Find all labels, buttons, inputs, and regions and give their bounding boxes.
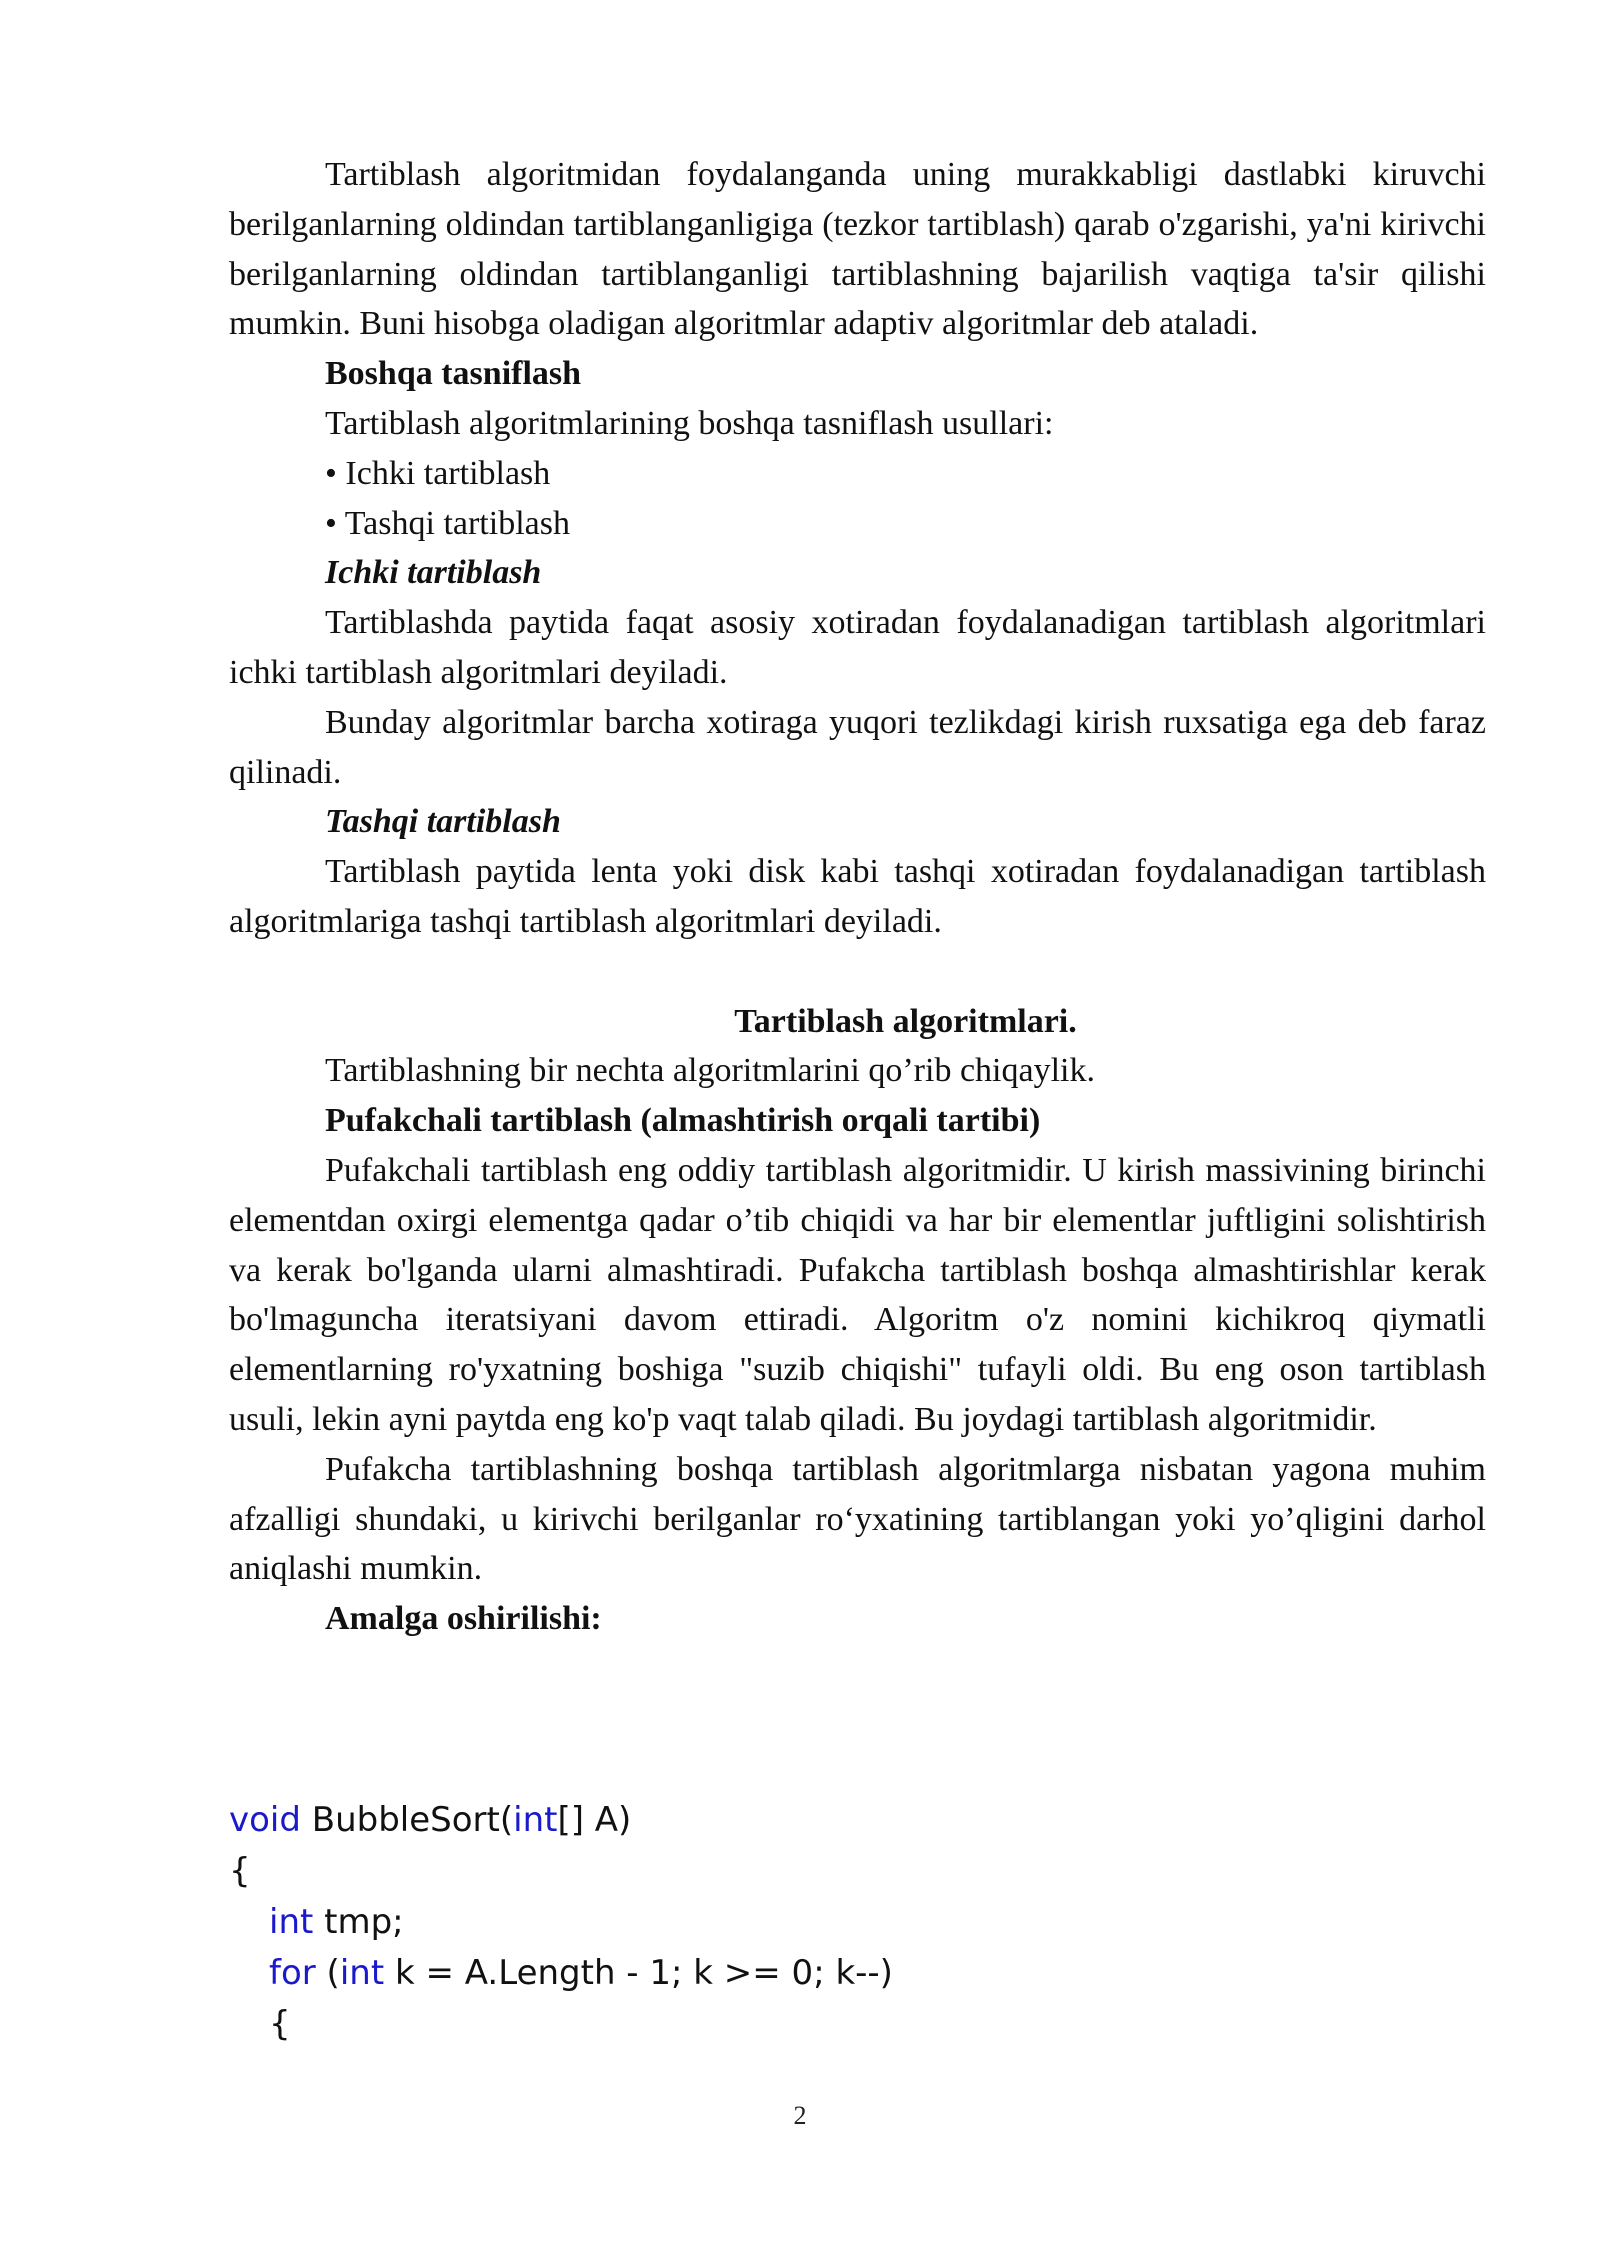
bubble-sort-paragraph-1: Pufakchali tartiblash eng oddiy tartiblash algoritmidir. U kirish massivining birinchi elementdan oxirgi elementga qadar o’tib chiqidi va har bir elementlar juftligini solishtirish va kerak bo'lganda ularni almashtiradi. Pufakcha tartiblash boshqa almashtirishlar kerak bo'lmaguncha iteratsiyani davom ettiradi. Algoritm o'z nomini kichikroq qiymatli elementlarning ro'yxatning boshiga "suzib chiqishi" tufayli oldi. Bu eng oson tartiblash usuli, lekin ayni paytda eng ko'p vaqt talab qiladi. Bu joydagi tartiblash algoritmidir.: [229, 1151, 1486, 1438]
code-keyword: int: [269, 1902, 314, 1942]
other-classification-heading: Boshqa tasniflash: [325, 355, 582, 393]
code-text: (: [315, 1953, 340, 1993]
other-classification-text: Tartiblash algoritmlarining boshqa tasniflash usullari:: [325, 404, 1054, 442]
code-text: tmp;: [313, 1902, 404, 1942]
code-text: k = A.Length - 1; k >= 0; k--): [384, 1953, 893, 1993]
code-line-3: [229, 1897, 1486, 1948]
code-line-1: [229, 1795, 1486, 1846]
code-keyword: int: [513, 1800, 558, 1840]
internal-sort-paragraph-2: Bunday algoritmlar barcha xotiraga yuqori tezlikdagi kirish ruxsatiga ega deb faraz qilinadi.: [229, 703, 1486, 791]
code-line-5: [229, 1999, 1486, 2050]
bullet-external: • Tashqi tartiblash: [325, 504, 570, 542]
external-sort-heading: Tashqi tartiblash: [325, 803, 561, 841]
intro-paragraph: Tartiblash algoritmidan foydalanganda uning murakkabligi dastlabki kiruvchi berilganlarning oldindan tartiblanganligiga (tezkor tartiblash) qarab o'zgarishi, ya'ni kirivchi berilganlarning oldindan tartiblanganligi tartiblashning bajarilish vaqtiga ta'sir qilishi mumkin. Buni hisobga oladigan algoritmlar adaptiv algoritmlar deb ataladi.: [229, 156, 1486, 343]
code-text: BubbleSort(: [300, 1800, 514, 1840]
code-text: {: [269, 2004, 291, 2044]
code-line-4: [229, 1948, 1486, 1999]
bubble-sort-paragraph-2: Pufakcha tartiblashning boshqa tartiblash algoritmlarga nisbatan yagona muhim afzalligi shundaki, u kirivchi berilganlar ro‘yxatining tartiblangan yoki yo’qligini darhol aniqlashi mumkin.: [229, 1450, 1486, 1588]
code-keyword: for: [269, 1953, 316, 1993]
code-keyword: void: [229, 1800, 301, 1840]
internal-sort-heading: Ichki tartiblash: [325, 554, 542, 592]
code-text: [] A): [557, 1800, 632, 1840]
section-heading: Tartiblash algoritmlari.: [734, 1002, 1077, 1040]
page-number: 2: [793, 2101, 807, 2130]
code-keyword: int: [339, 1953, 385, 1993]
external-sort-paragraph: Tartiblash paytida lenta yoki disk kabi tashqi xotiradan foydalanadigan tartiblash algoritmlariga tashqi tartiblash algoritmlari deyiladi.: [229, 853, 1486, 940]
blank-line: [229, 947, 1486, 997]
internal-sort-paragraph-1: Tartiblashda paytida faqat asosiy xotiradan foydalanadigan tartiblash algoritmlari ichki tartiblash algoritmlari deyiladi.: [229, 604, 1486, 691]
implementation-heading: Amalga oshirilishi:: [325, 1600, 602, 1638]
code-text: {: [229, 1851, 251, 1891]
document-body: [229, 150, 1486, 1644]
code-block: [229, 1795, 1486, 2050]
bullet-internal: • Ichki tartiblash: [325, 454, 551, 492]
bubble-sort-heading: Pufakchali tartiblash (almashtirish orqali tartibi): [325, 1102, 1041, 1140]
section-intro: Tartiblashning bir nechta algoritmlarini qo’rib chiqaylik.: [325, 1052, 1095, 1090]
code-line-2: [229, 1846, 1486, 1897]
